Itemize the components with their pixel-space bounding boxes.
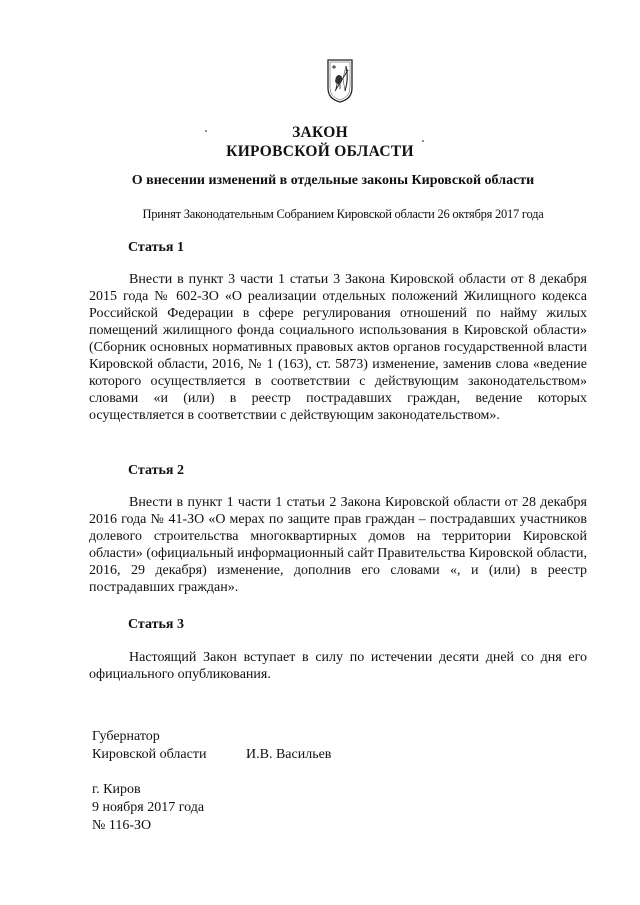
coat-of-arms-icon [326, 58, 354, 104]
signing-city: г. Киров [92, 782, 141, 797]
article-1-text: Внести в пункт 3 части 1 статьи 3 Закона Кировской области от 8 декабря 2015 года № 602-ЗО «О реализации отдельных положений Жилищного кодекса Российской Федерации в сфере регулирования отношений по найму жилых помещений жилищного фонда социального использования в Кировской области» (Сборник основных нормативных правовых актов органов государственной власти Кировской области, 2016, № 1 (163), ст. 5873) изменение, заменив слова «ведение которого осуществляется в соответствии с действующим законодательством» словами «и (или) в реестр пострадавших граждан, ведение которых осуществляется в соответствии с действующим законодательством». [89, 272, 587, 423]
signatory-position-line2: Кировской области [92, 747, 207, 762]
signing-date: 9 ноября 2017 года [92, 800, 205, 815]
article-1-heading: Статья 1 [128, 240, 184, 255]
signatory-position-line1: Губернатор [92, 729, 160, 744]
article-2-text: Внести в пункт 1 части 1 статьи 2 Закона Кировской области от 28 декабря 2016 года № 41-ЗО «О мерах по защите прав граждан – пострадавших участников долевого строительства многоквартирных домов на территории Кировской области» (официальный информационный сайт Правительства Кировской области, 2016, 29 декабря) изменение, дополнив его словами «, и (или) в реестр пострадавших граждан». [89, 495, 587, 595]
article-3-heading: Статья 3 [128, 617, 184, 632]
article-3-text: Настоящий Закон вступает в силу по истечении десяти дней со дня его официального опубликования. [89, 650, 587, 682]
law-subtitle: О внесении изменений в отдельные законы Кировской области [131, 173, 535, 188]
law-title-line1: ЗАКОН [292, 124, 348, 141]
adoption-note: Принят Законодательным Собранием Кировской области 26 октября 2017 года [142, 207, 544, 221]
law-title [0, 123, 640, 161]
law-title-line2: КИРОВСКОЙ ОБЛАСТИ [226, 143, 414, 160]
law-number: № 116-ЗО [92, 818, 152, 833]
signatory-name: И.В. Васильев [246, 747, 332, 762]
article-2-heading: Статья 2 [128, 463, 184, 478]
